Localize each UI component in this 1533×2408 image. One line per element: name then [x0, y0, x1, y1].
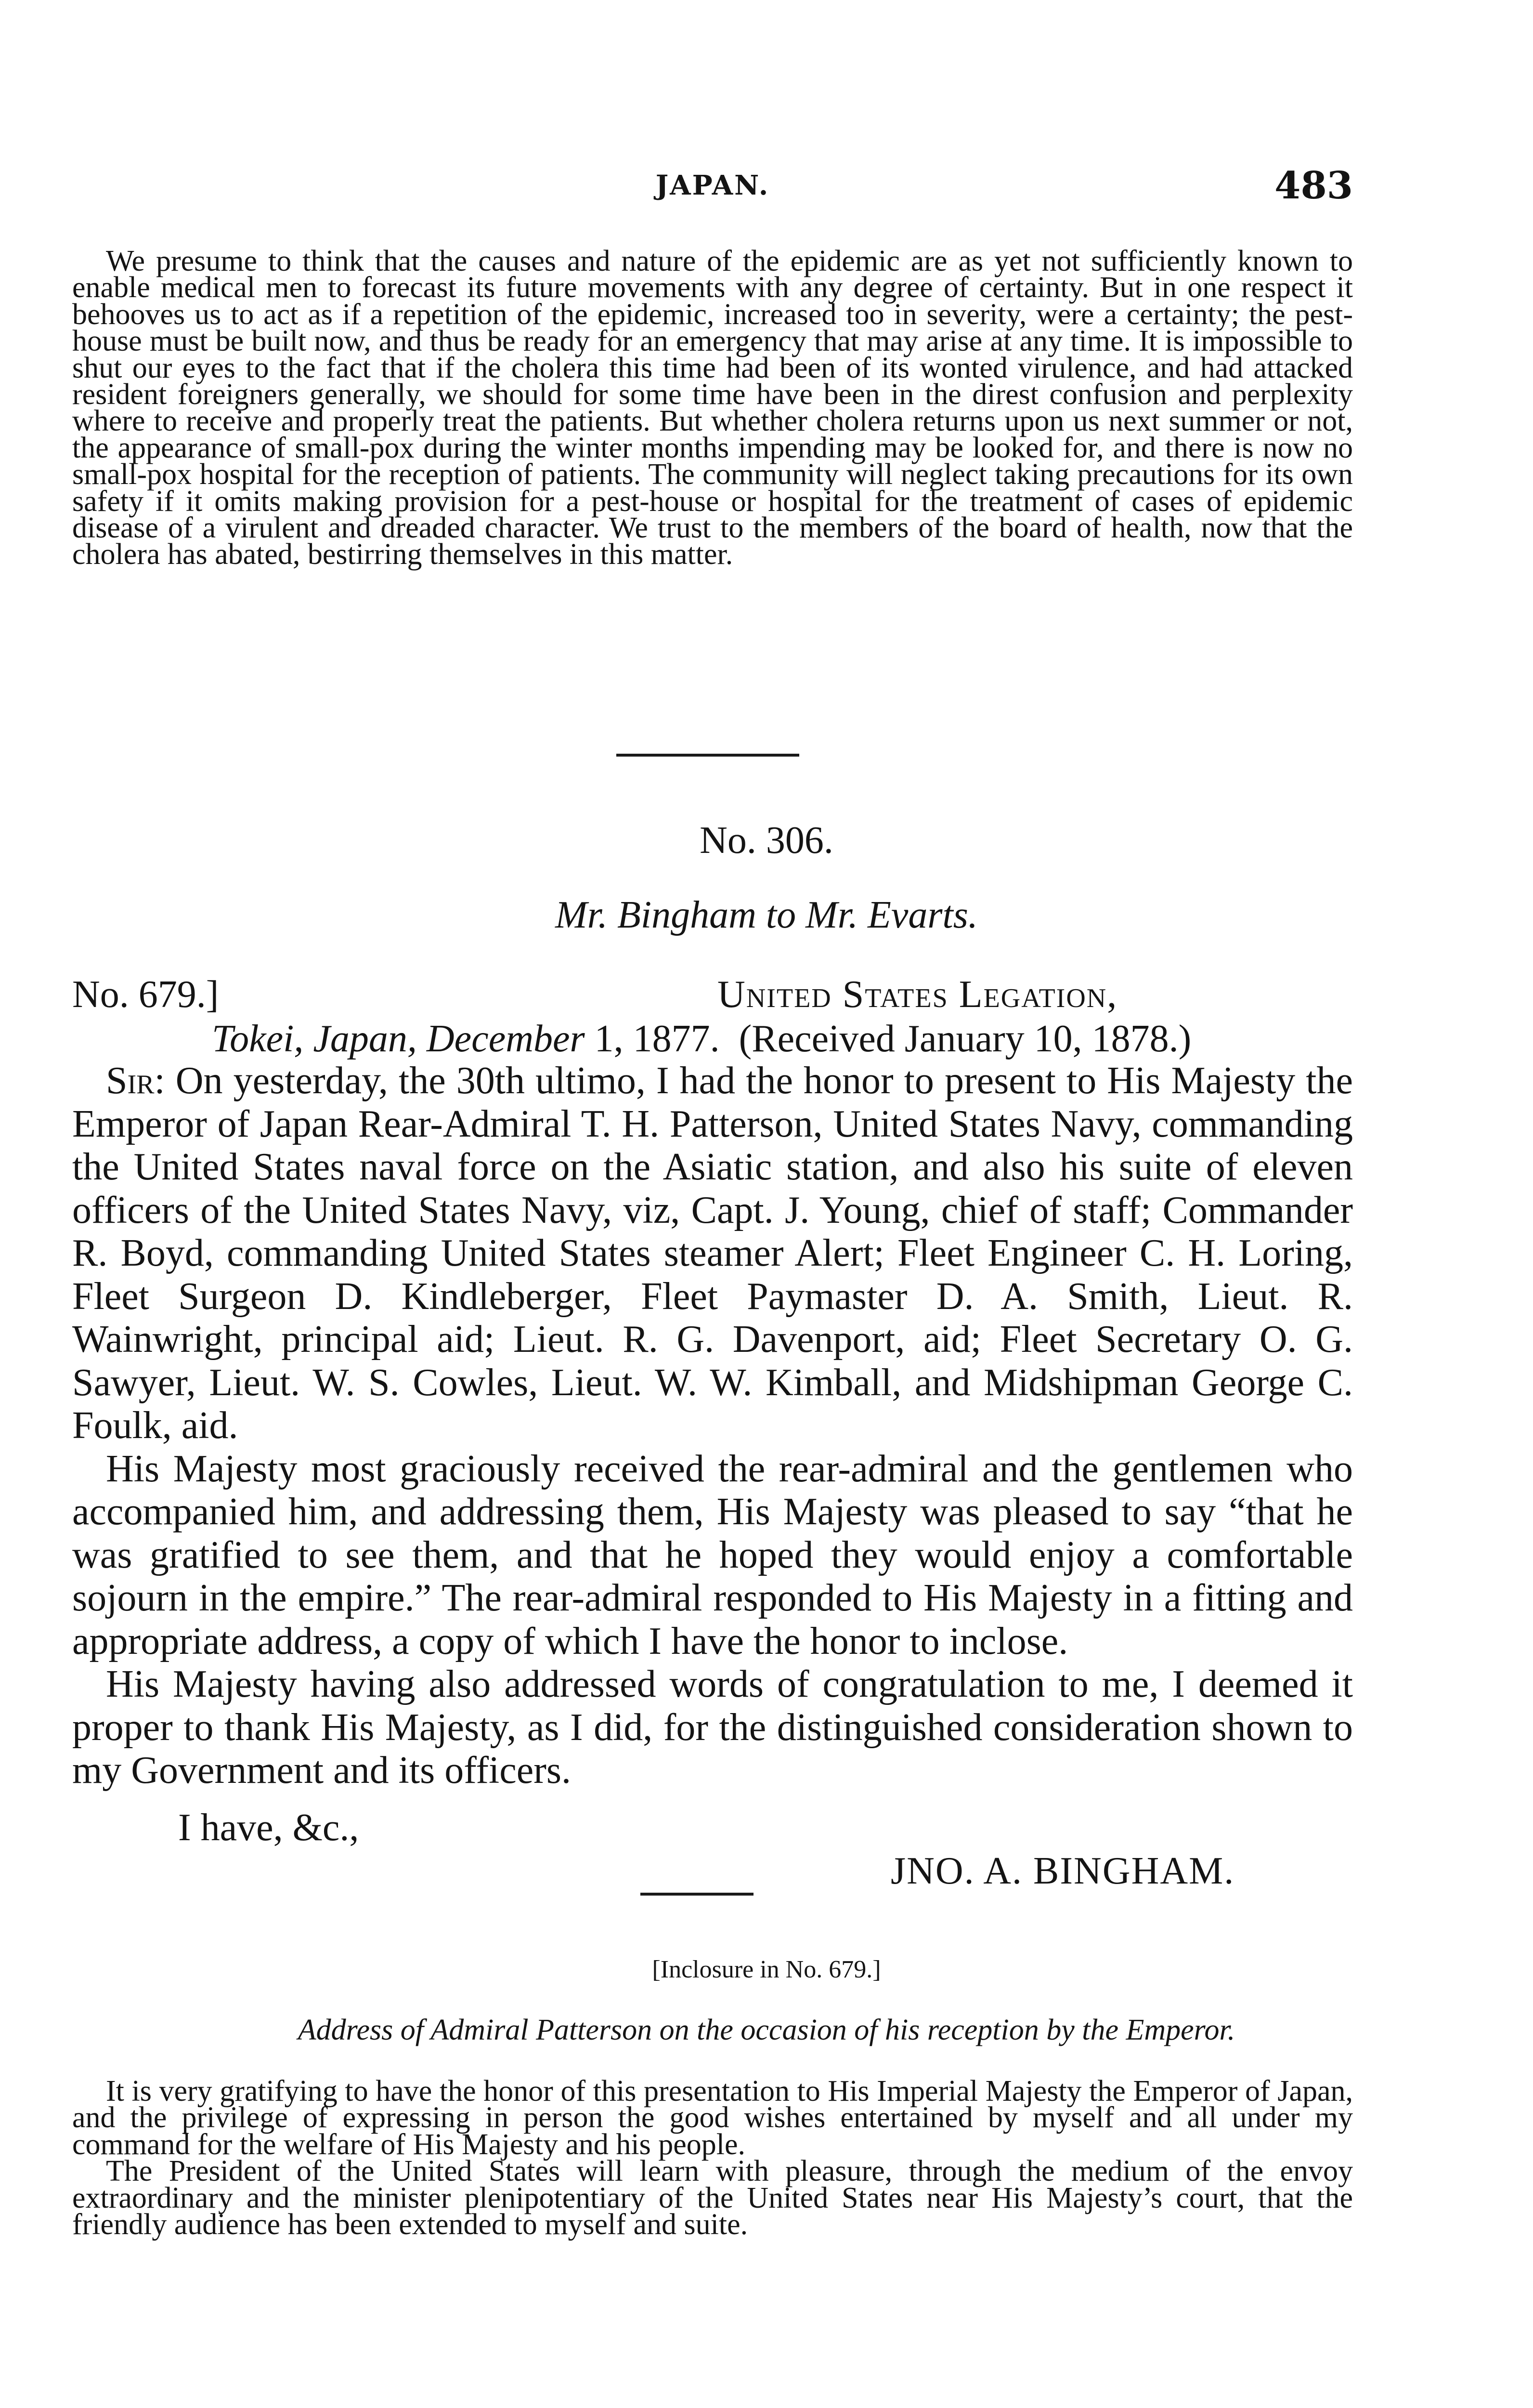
- intro-paragraph: We presume to think that the causes and nature of the epidemic are as yet not sufficiently known to enable medical men to forecast its future movements with any degree of certainty. But in one respect it behooves us to act as if a repetition of the epidemic, increased too in severity, were a certainty; the pest-house must be built now, and thus be ready for an emergency that may arise at any time. It is impossible to shut our eyes to the fact that if the cholera this time had been of its wonted virulence, and had attacked resident foreigners generally, we should for some time have been in the direst confusion and perplexity where to receive and properly treat the patients. But whether cholera returns upon us next summer or not, the appearance of small-pox during the winter months impending may be looked for, and there is now no small-pox hospital for the reception of patients. The community will neglect taking precautions for its own safety if it omits making provision for a pest-house or hospital for the treatment of cases of epidemic disease of a virulent and dreaded character. We trust to the members of the board of health, now that the cholera has abated, bestirring themselves in this matter.: [72, 245, 1353, 571]
- page-header: [72, 164, 1353, 222]
- received-date: (Received January 10, 1878.): [739, 1018, 1192, 1060]
- closing-line: I have, &c.,: [178, 1806, 359, 1849]
- legation-name: United States Legation,: [717, 973, 1118, 1016]
- letter-paragraph-3: His Majesty having also addressed words of congratulation to me, I deemed it proper to thank His Majesty, as I did, for the distinguished consideration shown to my Government and its officers.: [72, 1663, 1353, 1792]
- document-title: Mr. Bingham to Mr. Evarts.: [555, 894, 978, 936]
- place-date-italic: Tokei, Japan, December: [212, 1018, 585, 1060]
- address-paragraph-2: The President of the United States will learn with pleasure, through the medium of the envoy extraordinary and the minister plenipotentiary of the United States near His Majesty’s court, that the friendly audience has been extended to myself and suite.: [72, 2155, 1353, 2241]
- dispatch-heading: [72, 973, 1353, 1064]
- place-and-date: [212, 1017, 1191, 1060]
- salutation: Sir: [106, 1060, 155, 1102]
- inclosure-label: [Inclosure in No. 679.]: [652, 1956, 881, 1983]
- letter-paragraph-1-text: : On yesterday, the 30th ultimo, I had the honor to present to His Majesty the Emperor of Japan Rear-Admiral T. H. Patterson, United States Navy, commanding the United States naval force on the Asiatic station, and also his suite of eleven officers of the United States Navy, viz, Capt. J. Young, chief of staff; Commander R. Boyd, commanding United States steamer Alert; Fleet Engineer C. H. Loring, Fleet Surgeon D. Kindleberger, Fleet Paymaster D. A. Smith, Lieut. R. Wainwright, principal aid; Lieut. R. G. Davenport, aid; Fleet Secretary O. G. Sawyer, Lieut. W. S. Cowles, Lieut. W. W. Kimball, and Midshipman George C. Foulk, aid.: [72, 1060, 1353, 1447]
- intro-paragraph-block: [72, 245, 1353, 571]
- letter-paragraph-2: His Majesty most graciously received the rear-admiral and the gentlemen who accompanied him, and addressing them, His Majesty was pleased to say “that he was gratified to see them, and that he hoped they would enjoy a comfortable sojourn in the empire.” The rear-admiral responded to His Majesty in a fitting and appropriate address, a copy of which I have the honor to inclose.: [72, 1447, 1353, 1662]
- running-title: JAPAN.: [655, 170, 770, 201]
- address-body: [72, 2075, 1353, 2241]
- address-title: Address of Admiral Patterson on the occasion of his reception by the Emperor.: [298, 2014, 1235, 2046]
- signature: JNO. A. BINGHAM.: [891, 1850, 1235, 1892]
- section-divider: [616, 754, 799, 757]
- dispatch-number: No. 679.]: [72, 973, 219, 1016]
- letter-paragraph-1: [72, 1060, 1353, 1448]
- date-rest: 1, 1877.: [594, 1018, 720, 1060]
- inclosure-divider: [640, 1893, 754, 1896]
- address-paragraph-1: It is very gratifying to have the honor of this presentation to His Imperial Majesty the Emperor of Japan, and the privilege of expressing in person the good wishes entertained by myself and all under my command for the welfare of His Majesty and his people.: [72, 2075, 1353, 2161]
- letter-body: [72, 1060, 1353, 1793]
- page-number: 483: [1274, 164, 1353, 208]
- document-number: No. 306.: [700, 819, 833, 862]
